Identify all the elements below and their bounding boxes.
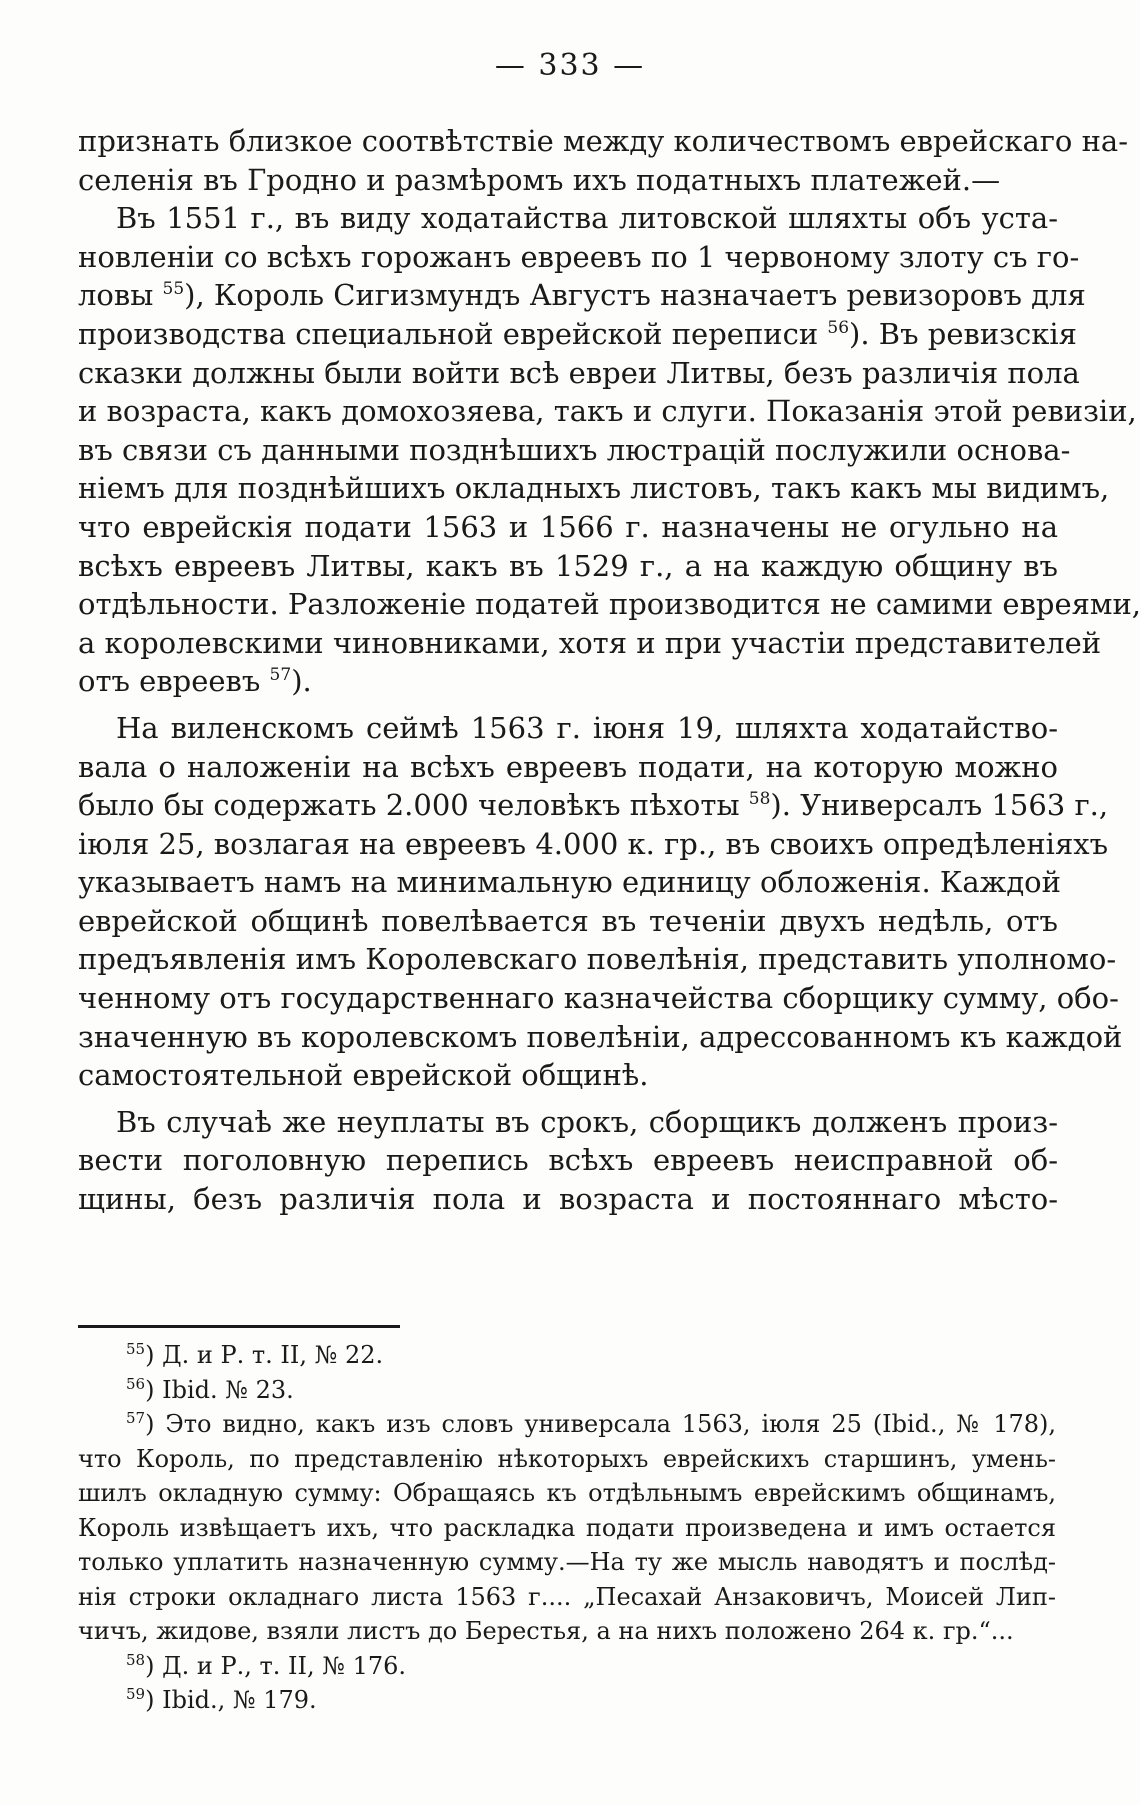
text-line: отъ евреевъ $^{57}$). <box>78 664 312 699</box>
text-line: значенную въ королевскомъ повелѣніи, адрессованномъ къ каждой <box>78 1019 1123 1054</box>
text-line: было бы содержать 2.000 человѣкъ пѣхоты $^{58}$). Универсалъ 1563 г., <box>78 788 1109 823</box>
text-line: селенія въ Гродно и размѣромъ ихъ податныхъ платежей.— <box>78 162 1001 197</box>
text-line: признать близкое соотвѣтствіе между количествомъ еврейскаго на- <box>78 124 1129 158</box>
text-line: предъявленія имъ Королевскаго повелѣнія, представить уполномо- <box>78 942 1117 977</box>
text-line: ловы $^{55}$), Король Сигизмундъ Августъ назначаетъ ревизоровъ для <box>78 278 1086 313</box>
page-number: — 333 — <box>494 48 646 83</box>
footnotes <box>78 1338 1056 1718</box>
text-line: производства специальной еврейской переписи $^{56}$). Въ ревизскія <box>78 316 1077 351</box>
footnote-line: Король извѣщаетъ ихъ, что раскладка подати произведена и имъ остается <box>78 1513 1056 1542</box>
text-line: новленіи со всѣхъ горожанъ евреевъ по 1 червоному злоту съ го- <box>78 239 1080 274</box>
text-line: На виленскомъ сеймѣ 1563 г. іюня 19, шляхта ходатайство- <box>116 710 1058 745</box>
footnote-ref[interactable]: 58 <box>748 789 771 810</box>
footnote: $^{55}$) Д. и Р. т. II, № 22. <box>126 1340 384 1369</box>
footnote-line: нія строки окладнаго листа 1563 г.... „Песахай Анзаковичъ, Моисей Лип- <box>78 1582 1056 1611</box>
footnote-ref[interactable]: 55 <box>162 279 185 300</box>
text-line: вала о наложеніи на всѣхъ евреевъ подати, на которую можно <box>78 749 1058 784</box>
text-line: всѣхъ евреевъ Литвы, какъ въ 1529 г., а на каждую общину въ <box>78 548 1058 583</box>
text-line: и возраста, какъ домохозяева, такъ и слуги. Показанія этой ревизіи, <box>78 394 1137 429</box>
footnote: $^{58}$) Д. и Р., т. II, № 176. <box>126 1650 407 1680</box>
footnote-line: чичъ, жидове, взяли листъ до Берестья, а на нихъ положено 264 к. гр.“... <box>78 1617 1014 1645</box>
text-line: а королевскими чиновниками, хотя и при участіи представителей <box>78 625 1102 660</box>
text-line: самостоятельной еврейской общинѣ. <box>78 1058 649 1093</box>
text-line: въ связи съ данными позднѣшихъ люстрацій послужили основа- <box>78 432 1071 467</box>
footnote-ref[interactable]: 57 <box>269 665 292 686</box>
text-line: щины, безъ различія пола и возраста и постояннаго мѣсто- <box>78 1182 1058 1217</box>
text-line: сказки должны были войти всѣ евреи Литвы, безъ различія пола <box>78 355 1080 390</box>
text-line: Въ случаѣ же неуплаты въ срокъ, сборщикъ долженъ произ- <box>116 1104 1058 1139</box>
text-line: отдѣльности. Разложеніе податей производится не самими евреями, <box>78 587 1141 622</box>
text-line: указываетъ намъ на минимальную единицу обложенія. Каждой <box>78 865 1061 900</box>
footnote: $^{56}$) Ibid. № 23. <box>126 1374 294 1404</box>
text-line: Въ 1551 г., въ виду ходатайства литовской шляхты объ уста- <box>116 201 1058 236</box>
footnote-separator <box>78 1325 400 1328</box>
footnote: $^{59}$) Ibid., № 179. <box>126 1685 317 1714</box>
main-text <box>78 122 1141 1219</box>
footnote-ref[interactable]: 56 <box>827 317 850 338</box>
footnote: $^{57}$) Это видно, какъ изъ словъ универсала 1563, іюля 25 (Ibid., № 178), <box>126 1409 1057 1438</box>
text-line: что еврейскія подати 1563 и 1566 г. назначены не огульно на <box>78 509 1058 544</box>
footnote-line: что Король, по представленію нѣкоторыхъ еврейскихъ старшинъ, умень- <box>78 1444 1056 1473</box>
text-line: еврейской общинѣ повелѣвается въ теченіи двухъ недѣль, отъ <box>78 903 1058 938</box>
text-line: іюля 25, возлагая на евреевъ 4.000 к. гр., въ своихъ опредѣленіяхъ <box>78 826 1109 861</box>
text-line: вести поголовную перепись всѣхъ евреевъ неисправной об- <box>78 1143 1058 1178</box>
footnote-line: шилъ окладную сумму: Обращаясь къ отдѣльнымъ еврейскимъ общинамъ, <box>78 1479 1056 1507</box>
text-line: ніемъ для позднѣйшихъ окладныхъ листовъ, такъ какъ мы видимъ, <box>78 471 1110 506</box>
text-line: ченному отъ государственнаго казначейства сборщику сумму, обо- <box>78 981 1119 1016</box>
footnote-line: только уплатить назначенную сумму.—На ту же мысль наводятъ и послѣд- <box>78 1548 1056 1576</box>
